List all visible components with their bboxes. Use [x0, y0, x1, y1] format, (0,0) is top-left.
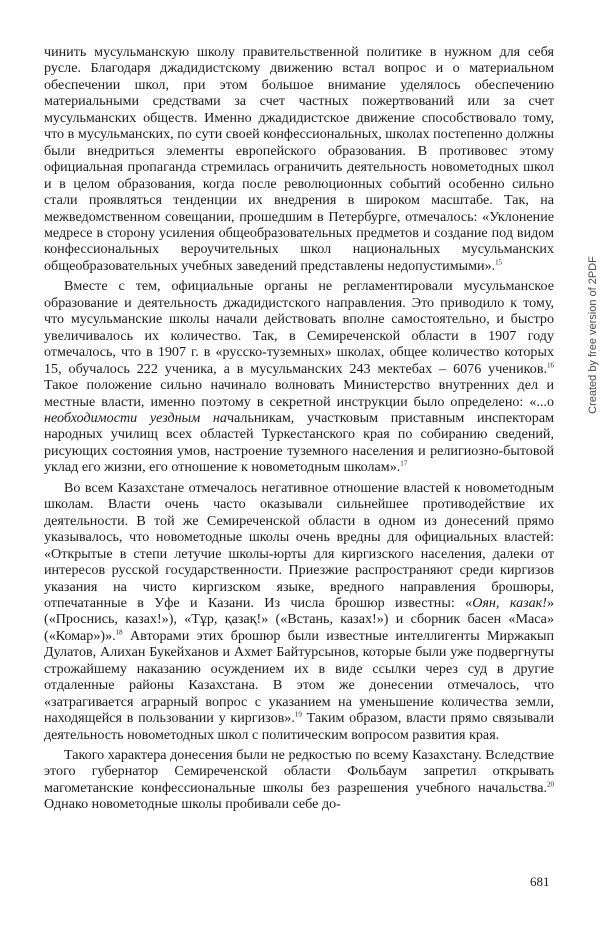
paragraph-1 [44, 44, 554, 274]
footnote-ref: 15 [495, 258, 503, 267]
paragraph-3 [44, 480, 554, 743]
italic-text: необходимости уездным на [44, 409, 227, 426]
italic-text: Оян, казак! [472, 594, 547, 611]
text-run: чинить мусульманскую школу правительственной политике в нужном для себя русле. Благодаря джадидистскому движению встал вопрос и о материальном обеспечении школ, при этом большое внимание уделялось обеспечению материальными средствами за счет частных пожертвований или за счет мусульманских обществ. Именно джадидистское движение способствовало тому, что в мусульманских, по сути своей конфессиональных, школах постепенно должны были внедриться элементы европейского образования. В противовес этому официальная пропаганда стремилась ограничить деятельность новометодных школ и в целом образования, когда после революционных событий особенно сильно стали проявляться тенденции их внедрения в широком масштабе. Так, на межведомственном совещании, прошедшим в Петербурге, отмечалось: «Уклонение медресе в сторону усиления общеобразовательных предметов и создание под видом конфессиональных вероучительных школ национальных мусульманских общеобразовательных учебных заведений представлены недопустимыми». [44, 44, 554, 274]
text-run: Во всем Казахстане отмечалось негативное отношение властей к новометодным школам. Власти очень часто оказывали сильнейшее противодействие их деятельности. В той же Семиреченской области в одном из донесений прямо указывалось, что новометодные школы очень вредны для официальных властей: «Открытые в степи летучие школы-юрты для киргизского населения, далеки от интересов русской государственности. Приезжие распространяют среди киргизов указания на чисто киргизском языке, вредного направления брошюры, отпечатанные в Уфе и Казани. Из числа брошюр известны: « [44, 479, 554, 611]
text-run: Вместе с тем, официальные органы не регламентировали мусульманское образование и деятельность джадидистского направления. Это приводило к тому, что мусульманские школы начали действовать вполне самостоятельно, и быстро увеличивалось их количество. Так, в Семиреченской области в 1907 году отмечалось, что в 1907 г. в «русско-туземных» школах, общее количество которых 15, обучалось 222 ученика, а в мусульманских 243 мектебах – 6076 учеников. [44, 278, 554, 377]
text-run: Такое положение сильно начинало волновать Министерство внутренних дел и местные власти, именно поэтому в секретной инструкции было определено: «...о [44, 377, 554, 410]
text-run: Однако новометодные школы пробивали себе до- [44, 796, 341, 813]
page-number: 681 [530, 874, 550, 889]
footnote-ref: 17 [400, 459, 408, 468]
footnote-ref: 20 [547, 780, 554, 789]
text-run: Такого характера донесения были не редкостью по всему Казахстану. Вследствие этого губернатор Семиреченской области Фольбаум запретил открывать магометанские конфессиональные школы без разрешения учебного начальства. [44, 747, 554, 796]
watermark [584, 210, 600, 460]
paragraph-2 [44, 278, 554, 475]
text-run: Таким образом, власти прямо связывали деятельность новометодных школ с политическим вопросом развития края. [44, 710, 554, 743]
paragraph-4 [44, 747, 554, 813]
footnote-ref: 16 [547, 360, 554, 369]
text-run: » («Проснись, казах!»), «Тұр, қазақ!» («Встань, казах!») и сборник басен «Маса» («Комар»)». [44, 594, 554, 644]
footnote-ref: 19 [294, 710, 302, 719]
text-run: Авторами этих брошюр были известные интеллигенты Миржакып Дулатов, Алихан Букейханов и Ахмет Байтурсынов, которые были уже подвергнуты строжайшему наказанию осуждением их в виде ссылки через суд в другие отдаленные районы Казахстана. В этом же донесении отмечалось, что «затрагивается аграрный вопрос с указанием на уменьшение количества земли, находящейся в пользовании у киргизов». [44, 627, 554, 727]
text-run: чальникам, участковым приставным инспекторам народных училищ всех областей Туркестанского края по собиранию сведений, рисующих состояния умов, настроение туземного населения и религиозно-бытовой уклад его жизни, его отношение к новометодным школам». [44, 409, 555, 476]
watermark-text: Created by free version of 2PDF [587, 256, 599, 414]
page-body [44, 44, 554, 813]
footnote-ref: 18 [115, 628, 123, 637]
